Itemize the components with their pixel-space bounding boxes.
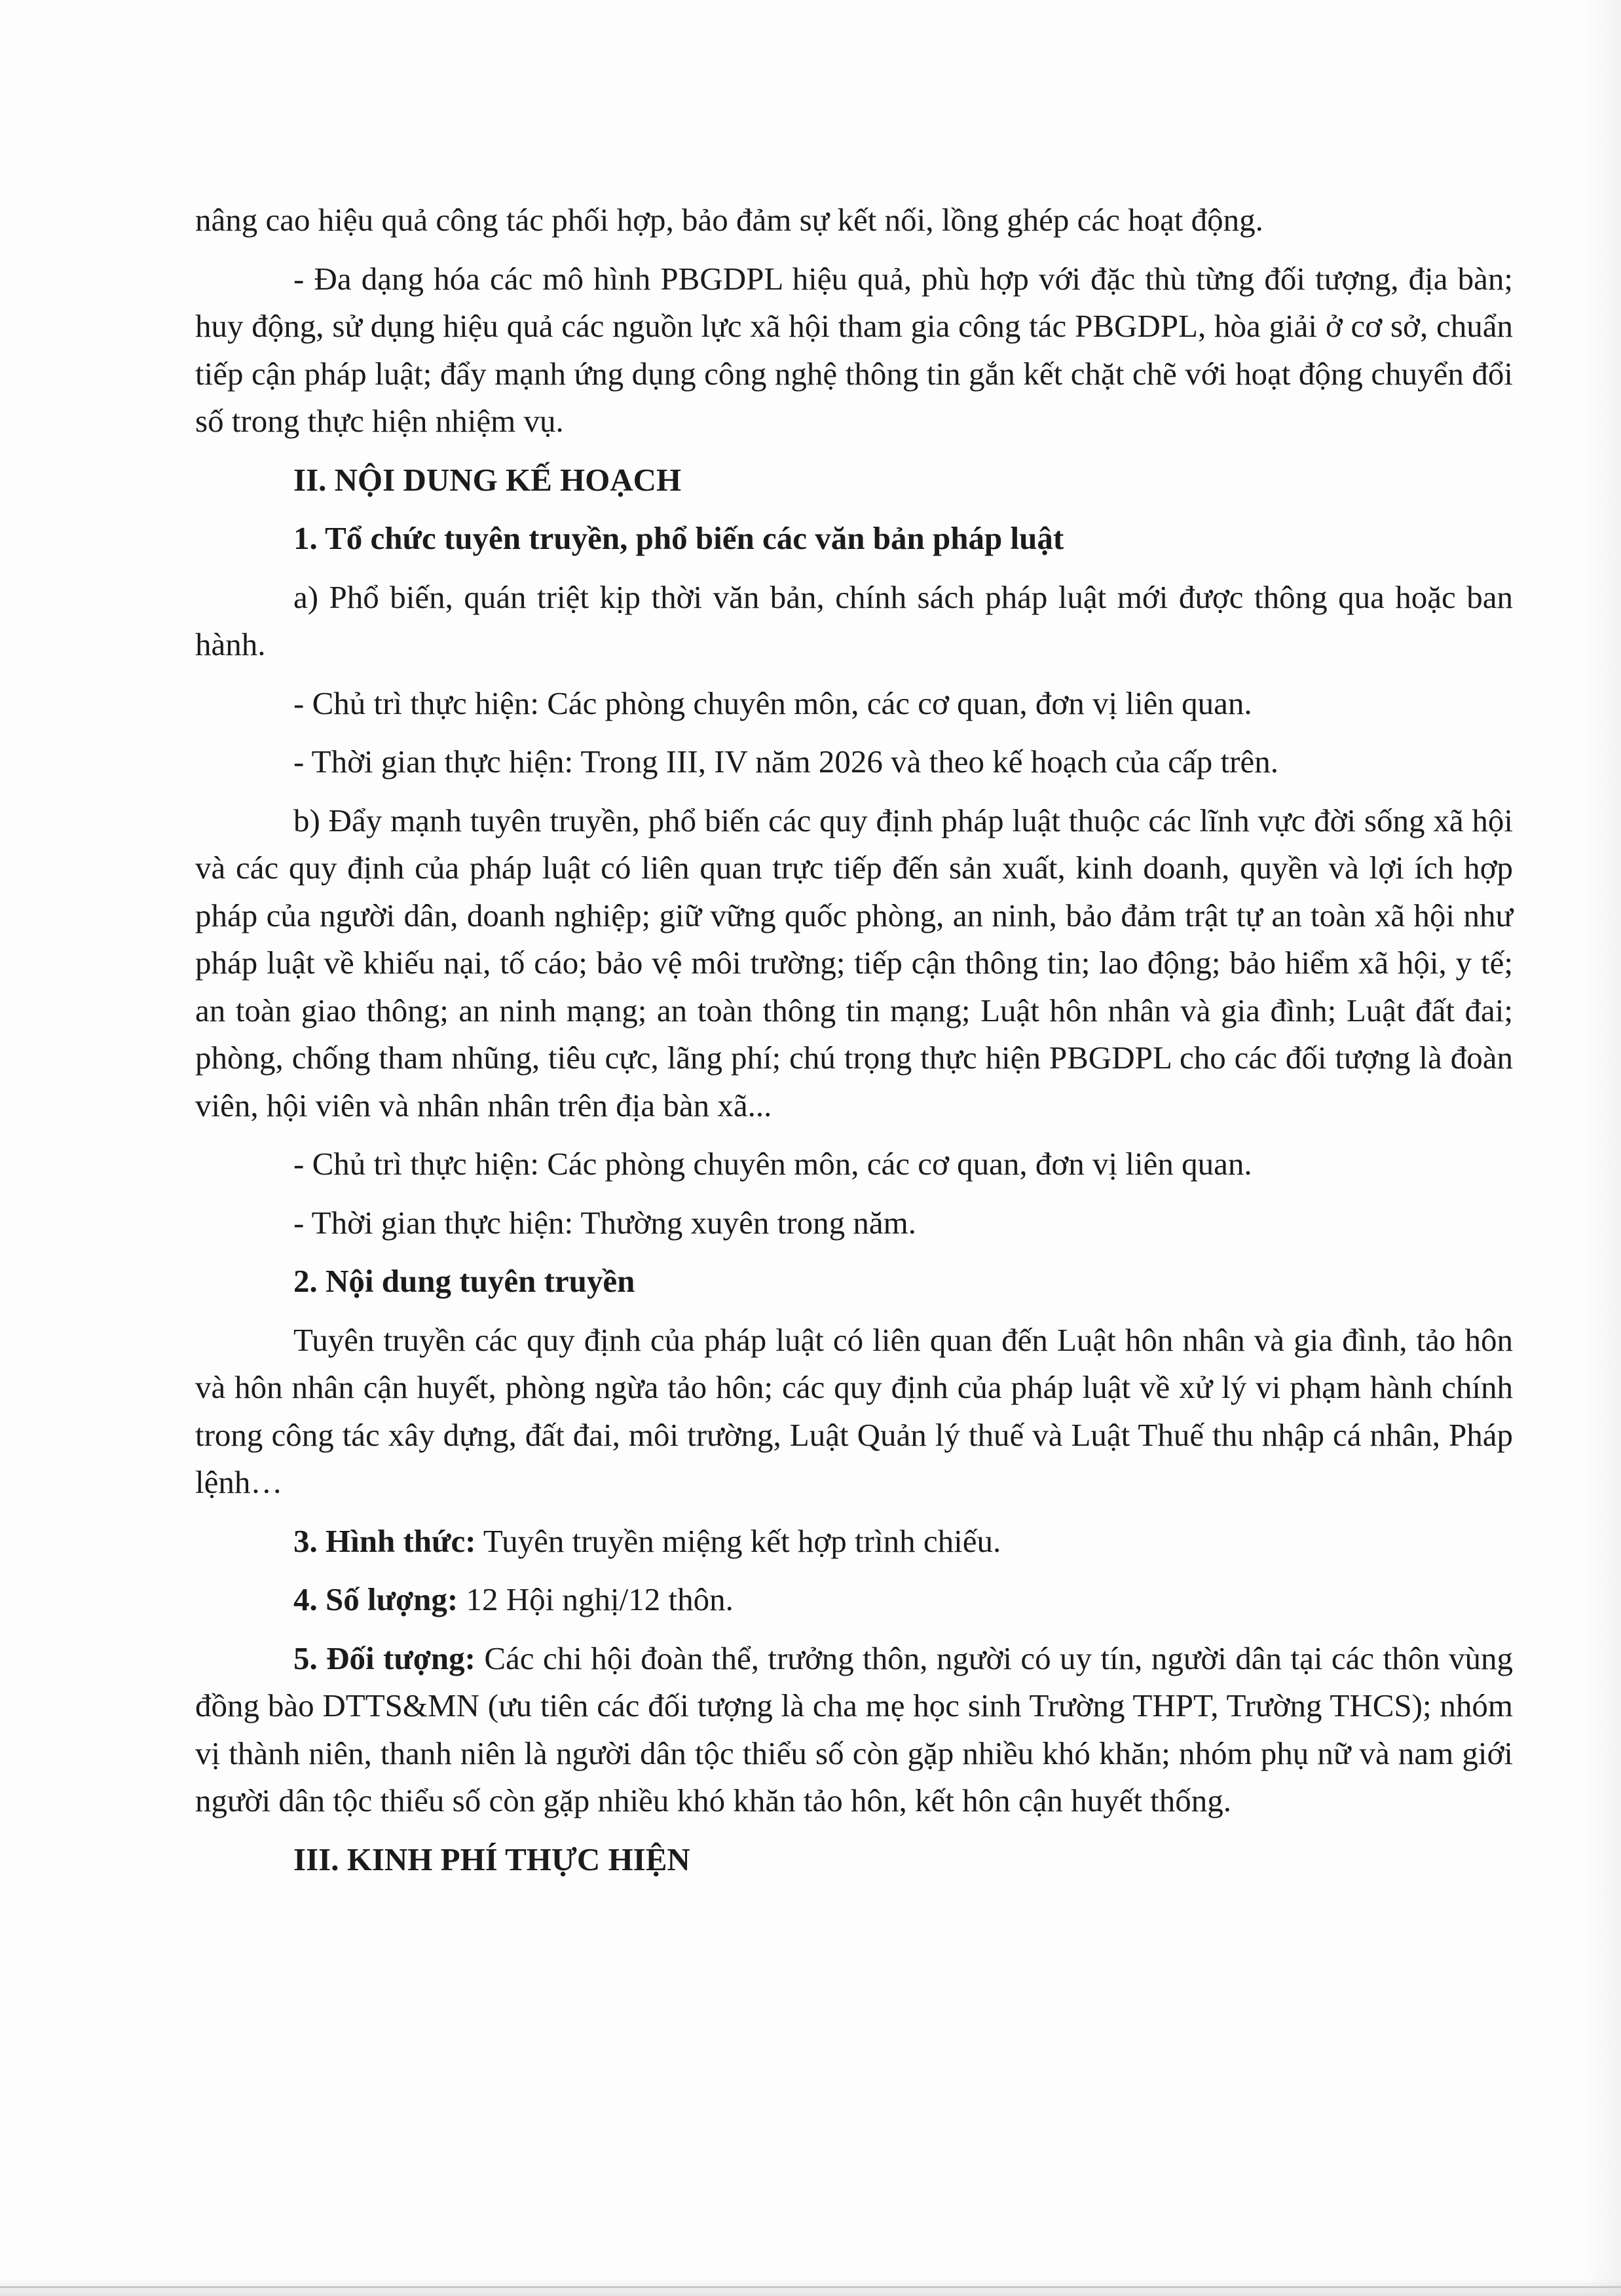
form-label: 3. Hình thức: [293,1522,476,1559]
quantity-value: 12 Hội nghị/12 thôn. [458,1581,734,1617]
target-label: 5. Đối tượng: [293,1640,475,1676]
section-heading-funding: III. KINH PHÍ THỰC HIỆN [293,1841,690,1877]
subsection-heading-propaganda-content: 2. Nội dung tuyên truyền [293,1263,635,1299]
paragraph-item-a: a) Phổ biến, quán triệt kịp thời văn bản, chính sách pháp luật mới được thông qua hoặc ban hành. [195,578,1513,662]
paragraph-propaganda-content: Tuyên truyền các quy định của pháp luật có liên quan đến Luật hôn nhân và gia đình, tảo hôn và hôn nhân cận huyết, phòng ngừa tảo hôn; các quy định của pháp luật về xử lý vi phạm hành chính trong công tác xây dựng, đất đai, môi trường, Luật Quản lý thuế và Luật Thuế thu nhập cá nhân, Pháp lệnh… [195,1321,1513,1500]
paragraph-a-responsible: - Chủ trì thực hiện: Các phòng chuyên môn, các cơ quan, đơn vị liên quan. [293,685,1252,721]
paragraph-target [195,1635,1513,1825]
paragraph-item-b: b) Đẩy mạnh tuyên truyền, phổ biến các quy định pháp luật thuộc các lĩnh vực đời sống xã hội và các quy định của pháp luật có liên quan trực tiếp đến sản xuất, kinh doanh, quyền và lợi ích hợp pháp của người dân, doanh nghiệp; giữ vững quốc phòng, an ninh, bảo đảm trật tự an toàn xã hội như pháp luật về khiếu nại, tố cáo; bảo vệ môi trường; tiếp cận thông tin; lao động; bảo hiểm xã hội, y tế; an toàn giao thông; an ninh mạng; an toàn thông tin mạng; Luật hôn nhân và gia đình; Luật đất đai; phòng, chống tham nhũng, tiêu cực, lãng phí; chú trọng thực hiện PBGDPL cho các đối tượng là đoàn viên, hội viên và nhân nhân trên địa bàn xã... [195,802,1513,1123]
section-heading-plan-content: II. NỘI DUNG KẾ HOẠCH [293,461,682,498]
paragraph-diversify-models: - Đa dạng hóa các mô hình PBGDPL hiệu quả, phù hợp với đặc thù từng đối tượng, địa bàn; huy động, sử dụng hiệu quả các nguồn lực xã hội tham gia công tác PBGDPL, hòa giải ở cơ sở, chuẩn tiếp cận pháp luật; đẩy mạnh ứng dụng công nghệ thông tin gắn kết chặt chẽ với hoạt động chuyển đổi số trong thực hiện nhiệm vụ. [195,260,1513,439]
form-value: Tuyên truyền miệng kết hợp trình chiếu. [475,1522,1001,1559]
paragraph-quantity [195,1576,1513,1624]
paragraph-a-timeline: - Thời gian thực hiện: Trong III, IV năm 2026 và theo kế hoạch của cấp trên. [293,743,1278,780]
quantity-label: 4. Số lượng: [293,1581,458,1617]
paragraph-b-timeline: - Thời gian thực hiện: Thường xuyên trong năm. [293,1204,916,1241]
scan-edge-shading [1582,0,1621,2296]
document-body [195,197,1513,1883]
paragraph-form [195,1518,1513,1566]
target-value: Các chi hội đoàn thể, trưởng thôn, người có uy tín, người dân tại các thôn vùng đồng bào DTTS&MN (ưu tiên các đối tượng là cha mẹ học sinh Trường THPT, Trường THCS); nhóm vị thành niên, thanh niên là người dân tộc thiểu số còn gặp nhiều khó khăn; nhóm phụ nữ và nam giới người dân tộc thiểu số còn gặp nhiều khó khăn tảo hôn, kết hôn cận huyết thống. [195,1640,1513,1818]
scan-bottom-shading [0,2278,1621,2296]
paragraph-continuation: nâng cao hiệu quả công tác phối hợp, bảo đảm sự kết nối, lồng ghép các hoạt động. [195,202,1263,238]
subsection-heading-organize-propaganda: 1. Tổ chức tuyên truyền, phổ biến các văn bản pháp luật [293,520,1064,556]
paragraph-b-responsible: - Chủ trì thực hiện: Các phòng chuyên môn, các cơ quan, đơn vị liên quan. [293,1146,1252,1182]
